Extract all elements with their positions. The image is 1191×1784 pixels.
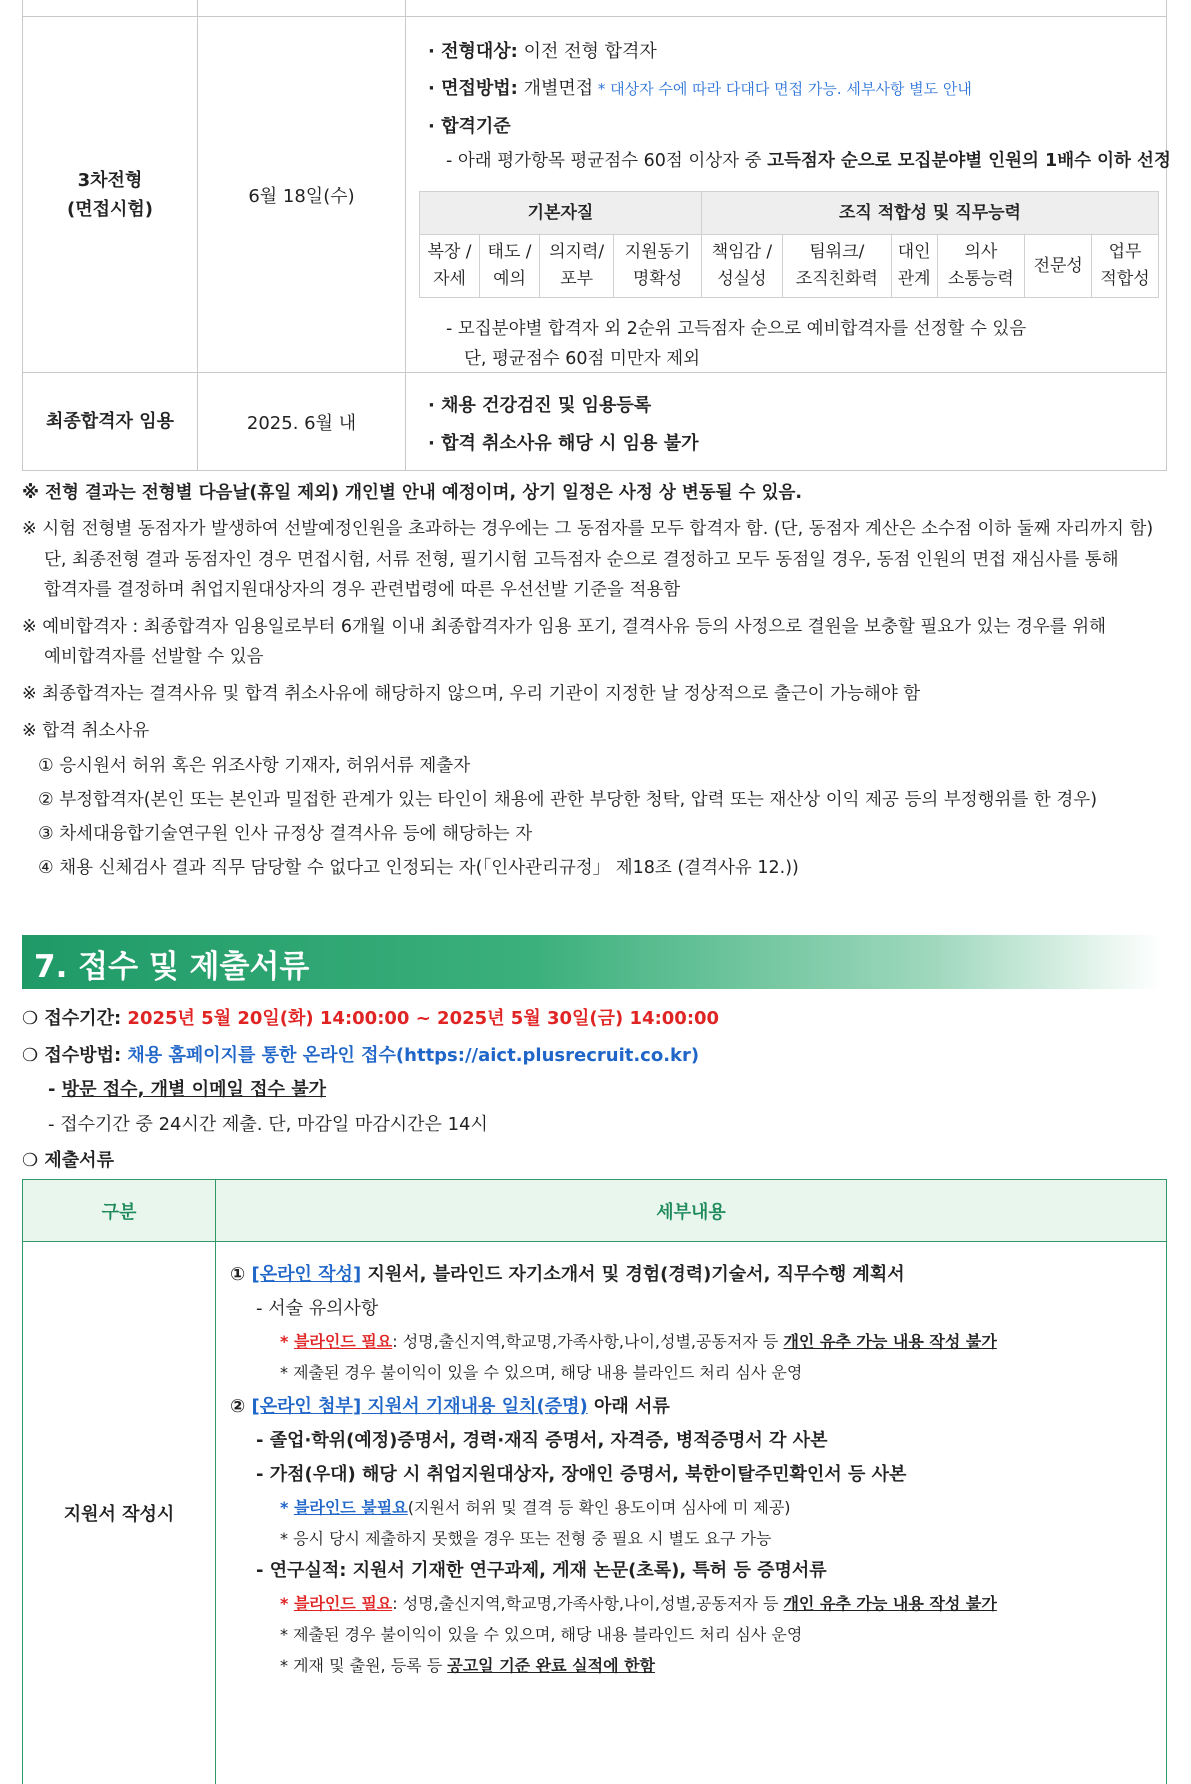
stage3-label-line1: 3차전형 — [78, 170, 143, 191]
detail-tag: 블라인드 필요 — [294, 1594, 392, 1613]
eval-item: 의지력/ 포부 — [540, 235, 614, 298]
period-line — [22, 1004, 719, 1030]
detail-text: : 성명,출신지역,학교명,가족사항,나이,성별,공동저자 등 — [392, 1594, 783, 1613]
note-2c: 합격자를 결정하며 취업지원대상자의 경우 관련법령에 따른 우선선발 기준을 적용함 — [44, 579, 680, 601]
table-row — [23, 1180, 1167, 1242]
stage3-content — [406, 17, 1167, 373]
table-row — [420, 235, 1159, 298]
eval-group-org: 조직 적합성 및 직무능력 — [701, 192, 1158, 235]
detail-bold: 공고일 기준 완료 실적에 한함 — [447, 1656, 655, 1675]
detail-line — [230, 1260, 905, 1286]
detail-tag: 블라인드 불필요 — [294, 1498, 408, 1517]
stage3-label — [23, 17, 198, 373]
detail-line — [280, 1591, 997, 1614]
note-5: ※ 합격 취소사유 — [22, 720, 149, 742]
detail-line: - 서술 유의사항 — [256, 1294, 378, 1320]
detail-line: * 제출된 경우 불이익이 있을 수 있으며, 해당 내용 블라인드 처리 심사 운영 — [280, 1622, 802, 1645]
prev-row-date — [198, 0, 406, 17]
docs-label: ❍ 제출서류 — [22, 1146, 114, 1172]
detail-text: 지원서, 블라인드 자기소개서 및 경험(경력)기술서, 직무수행 계획서 — [361, 1264, 904, 1285]
detail-line: - 졸업·학위(예정)증명서, 경력·재직 증명서, 자격증, 병적증명서 각 사본 — [256, 1426, 827, 1452]
detail-line: - 연구실적: 지원서 기재한 연구과제, 게재 논문(초록), 특허 등 증명서류 — [256, 1556, 827, 1582]
method-label: ❍ 접수방법: — [22, 1045, 127, 1066]
method-sub2: - 접수기간 중 24시간 제출. 단, 마감일 마감시간은 14시 — [48, 1110, 488, 1136]
eval-group-basic: 기본자질 — [420, 192, 702, 235]
method-value: 채용 홈페이지를 통한 온라인 접수(https://aict.plusrecruit.co.kr) — [127, 1045, 699, 1066]
final-date: 2025. 6월 내 — [198, 373, 406, 471]
criteria-bold: 고득점자 순으로 모집분야별 인원의 1배수 이하 선정 — [767, 151, 1171, 171]
section-header — [22, 935, 1162, 989]
eval-item: 대인 관계 — [891, 235, 937, 298]
detail-bold: 개인 유추 가능 내용 작성 불가 — [783, 1594, 996, 1613]
stage3-label-line2: (면접시험) — [67, 199, 153, 220]
note-2a: ※ 시험 전형별 동점자가 발생하여 선발예정인원을 초과하는 경우에는 그 동점자를 모두 합격자 함. (단, 동점자 계산은 소수점 이하 둘째 자리까지 함) — [22, 518, 1153, 540]
criteria-text: - 아래 평가항목 평균점수 60점 이상자 중 — [446, 151, 767, 171]
period-label: ❍ 접수기간: — [22, 1008, 127, 1029]
cancel-reason-4: ④ 채용 신체검사 결과 직무 담당할 수 없다고 인정되는 자(「인사관리규정」 제18조 (결격사유 12.)) — [38, 857, 799, 879]
detail-text: (지원서 허위 및 결격 등 확인 용도이며 심사에 미 제공) — [408, 1498, 791, 1517]
criteria-line — [446, 147, 1171, 172]
table-row — [23, 373, 1167, 471]
col-header-category: 구분 — [23, 1180, 216, 1242]
note-2b: 단, 최종전형 결과 동점자인 경우 면접시험, 서류 전형, 필기시험 고득점자 순으로 결정하고 모두 동점일 경우, 동점 인원의 면접 재심사를 통해 — [44, 549, 1119, 571]
detail-text: 아래 서류 — [588, 1396, 670, 1417]
eval-item: 복장 / 자세 — [420, 235, 480, 298]
prev-row-content — [406, 0, 1167, 17]
detail-num: ② — [230, 1396, 252, 1417]
schedule-table — [22, 0, 1167, 471]
target-label: · 전형대상: — [428, 41, 518, 62]
eval-item: 업무 적합성 — [1092, 235, 1159, 298]
table-row — [23, 0, 1167, 17]
row-label: 지원서 작성시 — [23, 1242, 216, 1784]
section-title: 7. 접수 및 제출서류 — [34, 941, 309, 986]
cancel-reason-3: ③ 차세대융합기술연구원 인사 규정상 결격사유 등에 해당하는 자 — [38, 823, 532, 845]
stage3-date: 6월 18일(수) — [198, 17, 406, 373]
table-row — [23, 1242, 1167, 1784]
note-4: ※ 최종합격자는 결격사유 및 합격 취소사유에 해당하지 않으며, 우리 기관이 지정한 날 정상적으로 출근이 가능해야 함 — [22, 683, 920, 705]
detail-line — [280, 1653, 655, 1676]
table-row — [23, 17, 1167, 373]
row-details — [216, 1242, 1167, 1784]
method-value: 개별면접 — [518, 78, 593, 99]
cancel-reason-1: ① 응시원서 허위 혹은 위조사항 기재자, 허위서류 제출자 — [38, 755, 470, 777]
detail-text: : 성명,출신지역,학교명,가족사항,나이,성별,공동저자 등 — [392, 1332, 783, 1351]
prev-row-label — [23, 0, 198, 17]
detail-line — [230, 1392, 670, 1418]
detail-tag: 블라인드 필요 — [294, 1332, 392, 1351]
detail-line: - 가점(우대) 해당 시 취업지원대상자, 장애인 증명서, 북한이탈주민확인서 등 사본 — [256, 1460, 906, 1486]
eval-item: 팀워크/ 조직친화력 — [782, 235, 891, 298]
documents-table — [22, 1179, 1167, 1784]
detail-line — [280, 1329, 997, 1352]
col-header-details: 세부내용 — [216, 1180, 1167, 1242]
detail-line — [280, 1495, 791, 1518]
cancel-reason-2: ② 부정합격자(본인 또는 본인과 밀접한 관계가 있는 타인이 채용에 관한 부당한 청탁, 압력 또는 재산상 이익 제공 등의 부정행위를 한 경우) — [38, 789, 1097, 811]
sub1-prefix: - — [48, 1079, 62, 1100]
detail-star: * — [280, 1332, 294, 1351]
detail-line: * 제출된 경우 불이익이 있을 수 있으며, 해당 내용 블라인드 처리 심사 운영 — [280, 1360, 802, 1383]
final-label: 최종합격자 임용 — [23, 373, 198, 471]
detail-text: * 게재 및 출원, 등록 등 — [280, 1656, 447, 1675]
target-line — [428, 37, 657, 63]
sub1-text: 방문 접수, 개별 이메일 접수 불가 — [62, 1079, 326, 1100]
detail-star: * — [280, 1498, 294, 1517]
final-line1: · 채용 건강검진 및 임용등록 — [428, 391, 651, 417]
note-1: ※ 전형 결과는 전형별 다음날(휴일 제외) 개인별 안내 예정이며, 상기 일정은 사정 상 변동될 수 있음. — [22, 482, 802, 504]
detail-bold: 개인 유추 가능 내용 작성 불가 — [783, 1332, 996, 1351]
criteria-label: · 합격기준 — [428, 112, 511, 138]
eval-item: 지원동기 명확성 — [614, 235, 702, 298]
eval-item: 태도 / 예의 — [480, 235, 540, 298]
note-3a: ※ 예비합격자 : 최종합격자 임용일로부터 6개월 이내 최종합격자가 임용 포기, 결격사유 등의 사정으로 결원을 보충할 필요가 있는 경우를 위해 — [22, 616, 1106, 638]
method-line — [428, 74, 972, 100]
detail-line: * 응시 당시 제출하지 못했을 경우 또는 전형 중 필요 시 별도 요구 가능 — [280, 1526, 771, 1549]
detail-star: * — [280, 1594, 294, 1613]
target-value: 이전 전형 합격자 — [518, 41, 657, 62]
detail-num: ① — [230, 1264, 252, 1285]
method-line — [22, 1041, 699, 1067]
reserve-line1: - 모집분야별 합격자 외 2순위 고득점자 순으로 예비합격자를 선정할 수 있음 — [446, 315, 1026, 340]
eval-item: 전문성 — [1025, 235, 1092, 298]
eval-item: 책임감 / 성실성 — [701, 235, 782, 298]
method-note: * 대상자 수에 따라 다대다 면접 가능. 세부사항 별도 안내 — [593, 80, 972, 98]
period-value: 2025년 5월 20일(화) 14:00:00 ~ 2025년 5월 30일(금) 14:00:00 — [127, 1008, 719, 1029]
table-row — [420, 192, 1159, 235]
detail-tag: [온라인 첨부] 지원서 기재내용 일치(증명) — [252, 1396, 588, 1417]
detail-tag: [온라인 작성] — [252, 1264, 362, 1285]
eval-item: 의사 소통능력 — [937, 235, 1025, 298]
final-line2: · 합격 취소사유 해당 시 임용 불가 — [428, 429, 698, 455]
method-sub1 — [48, 1075, 326, 1101]
reserve-line2: 단, 평균점수 60점 미만자 제외 — [464, 345, 700, 370]
evaluation-table — [419, 191, 1159, 298]
note-3b: 예비합격자를 선발할 수 있음 — [44, 646, 264, 668]
method-label: · 면접방법: — [428, 78, 518, 99]
final-content — [406, 373, 1167, 471]
